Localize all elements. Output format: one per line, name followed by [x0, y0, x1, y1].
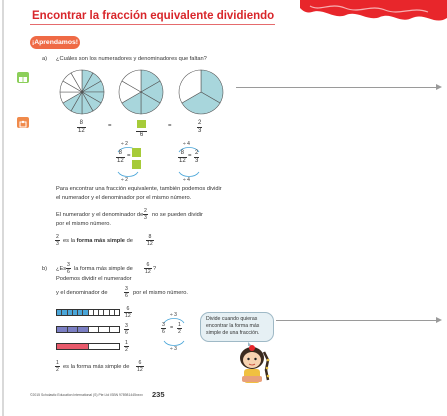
paragraph-line: Podemos dividir el numerador: [56, 276, 132, 282]
arrow-right-icon: [436, 317, 442, 323]
paragraph-line: no se pueden dividir: [152, 212, 203, 218]
bar-segment: [99, 327, 110, 332]
fraction-8-12-small: $\frac{8}{12}$: [179, 150, 186, 164]
fraction-2-3-inline: $\frac{2}{3}$: [56, 234, 59, 247]
fraction-6-12-inline: $\frac{6}{12}$: [137, 360, 143, 373]
bar-label: $\frac{3}{6}$: [125, 323, 128, 336]
equals-sign: =: [127, 153, 131, 159]
answer-box[interactable]: [132, 148, 141, 157]
fraction-1-2-inline: $\frac{1}{2}$: [56, 360, 59, 373]
fraction-3-6-inline: $\frac{3}{6}$: [67, 262, 70, 275]
pie-sixths: [117, 68, 165, 116]
part-a-letter: a): [42, 56, 48, 62]
book-icon: [17, 72, 29, 83]
speech-bubble: Divide cuando quieras encontrar la forma más simple de una fracción.: [200, 312, 274, 342]
paragraph-line: por el mismo número.: [133, 290, 188, 296]
bar-segment: [57, 327, 68, 332]
equals-sign: =: [188, 153, 192, 159]
page-spine: [2, 0, 4, 416]
bar-label: $\frac{6}{12}$: [125, 306, 131, 319]
fraction-6-12-inline: $\frac{6}{12}$: [145, 262, 151, 275]
equals-sign: =: [168, 123, 172, 129]
equals-sign: =: [170, 325, 174, 331]
fraction-8-12: $\frac{8}{12}$: [78, 120, 85, 134]
bar-segment: [89, 344, 120, 349]
fraction-blank-6[interactable]: 6: [136, 120, 147, 139]
bar-segment: [115, 310, 119, 315]
section-badge: ¡Aprendamos!: [30, 36, 80, 49]
divide-by-4-bottom: ÷ 4: [183, 177, 190, 183]
pie-twelfths: [58, 68, 106, 116]
bar-segment: [57, 344, 89, 349]
paragraph-line: y el denominador de: [56, 290, 108, 296]
bar-segment: [78, 327, 89, 332]
final-text: es la forma más simple de: [63, 364, 130, 370]
arrow-right-icon: [436, 84, 442, 90]
answer-box[interactable]: [137, 120, 146, 128]
bar-segment: [68, 327, 79, 332]
fraction-2-3-small: $\frac{2}{3}$: [195, 150, 199, 164]
fraction-2-3: $\frac{2}{3}$: [198, 120, 202, 134]
divide-by-3-top: ÷ 3: [170, 312, 177, 318]
equals-sign: =: [108, 123, 112, 129]
answer-box[interactable]: [132, 160, 141, 169]
divide-by-4-top: ÷ 4: [183, 141, 190, 147]
divide-by-2-top: ÷ 2: [121, 141, 128, 147]
paragraph-line: el numerador y el denominador por el mismo número.: [56, 195, 192, 201]
page-title: Encontrar la fracción equivalente dividiendo: [32, 10, 275, 22]
paragraph-line: por el mismo número.: [56, 221, 111, 227]
paragraph-line: Para encontrar una fracción equivalente, también podemos dividir: [56, 186, 222, 192]
fraction-3-6-inline: $\frac{3}{6}$: [125, 286, 128, 299]
bar-segment: [89, 327, 100, 332]
part-b-letter: b): [42, 266, 48, 272]
bar-label: $\frac{1}{2}$: [125, 340, 128, 353]
part-b-question: la forma más simple de: [74, 266, 133, 272]
simplest-text: es la forma más simple de: [63, 238, 133, 244]
pie-thirds: [177, 68, 225, 116]
fraction-bar-twelfths: [56, 309, 120, 316]
fraction-8-12-small: $\frac{8}{12}$: [117, 150, 124, 164]
pointer-line: [236, 87, 436, 88]
part-b-question: ¿Es: [56, 266, 67, 272]
bar-segment: [110, 327, 120, 332]
fraction-bar-sixths: [56, 326, 120, 333]
question-mark: ?: [153, 266, 157, 272]
paragraph-line: El numerador y el denominador de: [56, 212, 144, 218]
fraction-3-6-small: $\frac{3}{6}$: [162, 322, 165, 335]
puzzle-icon: [17, 117, 29, 128]
girl-character-icon: [228, 340, 278, 390]
divide-by-3-bottom: ÷ 3: [170, 346, 177, 352]
fraction-1-2-small: $\frac{1}{2}$: [178, 322, 181, 335]
footer-copyright: ©2015 Scholastic Education International (S) Pte Ltd ISBN 978981445xxxx: [30, 393, 143, 397]
title-underline: [30, 24, 275, 25]
fraction-8-12-inline: $\frac{8}{12}$: [147, 234, 153, 247]
fraction-2-3-inline: $\frac{2}{3}$: [144, 208, 147, 221]
pointer-line: [276, 320, 436, 321]
part-a-question: ¿Cuáles son los numeradores y denominadores que faltan?: [56, 56, 207, 62]
page-number: 235: [152, 390, 165, 399]
divide-by-2-bottom: ÷ 2: [121, 177, 128, 183]
decorative-wave: [300, 0, 447, 30]
fraction-bar-halves: [56, 343, 120, 350]
